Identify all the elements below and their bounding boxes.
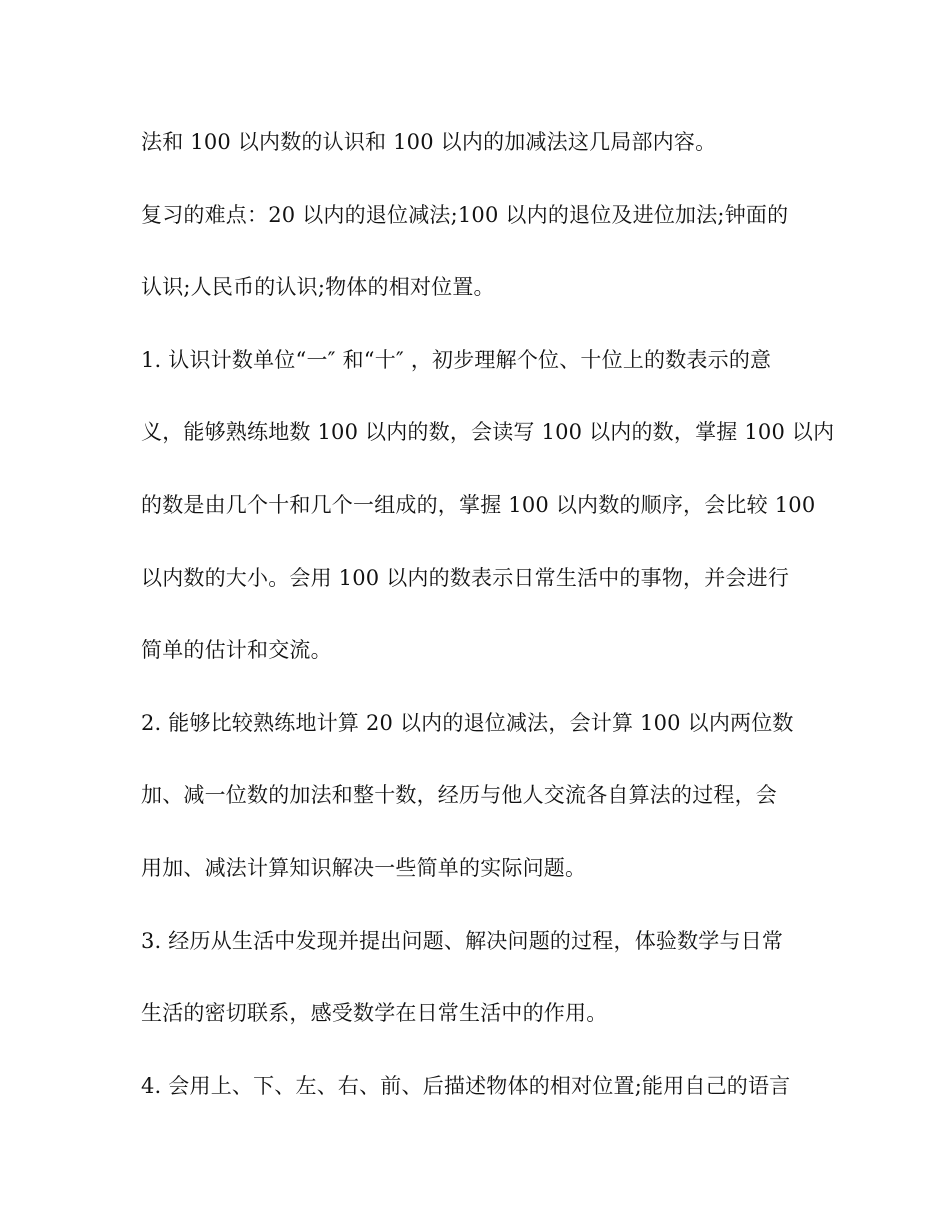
text-line-3: 认识;人民币的认识;物体的相对位置。 — [141, 275, 495, 300]
text-line-11: 用加、减法计算知识解决一些简单的实际问题。 — [141, 855, 587, 880]
text-line-14: 4. 会用上、下、左、右、前、后描述物体的相对位置;能用自己的语言 — [141, 1073, 791, 1098]
text-line-8: 简单的估计和交流。 — [141, 638, 332, 663]
text-line-4: 1. 认识计数单位“一″ 和“十″ ，初步理解个位、十位上的数表示的意 — [141, 347, 772, 372]
text-line-1: 法和 100 以内数的认识和 100 以内的加减法这几局部内容。 — [141, 130, 717, 154]
text-line-9: 2. 能够比较熟练地计算 20 以内的退位减法，会计算 100 以内两位数 — [141, 710, 794, 735]
text-line-7: 以内数的大小。会用 100 以内的数表示日常生活中的事物，并会进行 — [141, 565, 790, 590]
text-line-2: 复习的难点：20 以内的退位减法;100 以内的退位及进位加法;钟面的 — [141, 202, 789, 227]
text-line-13: 生活的密切联系，感受数学在日常生活中的作用。 — [141, 1001, 608, 1026]
text-line-10: 加、减一位数的加法和整十数，经历与他人交流各自算法的过程，会 — [141, 783, 777, 808]
text-line-6: 的数是由几个十和几个一组成的，掌握 100 以内数的顺序，会比较 100 — [141, 492, 816, 517]
text-line-12: 3. 经历从生活中发现并提出问题、解决问题的过程，体验数学与日常 — [141, 928, 784, 953]
text-line-5: 义，能够熟练地数 100 以内的数，会读写 100 以内的数，掌握 100 以内 — [141, 420, 835, 445]
document-body — [141, 126, 835, 1142]
